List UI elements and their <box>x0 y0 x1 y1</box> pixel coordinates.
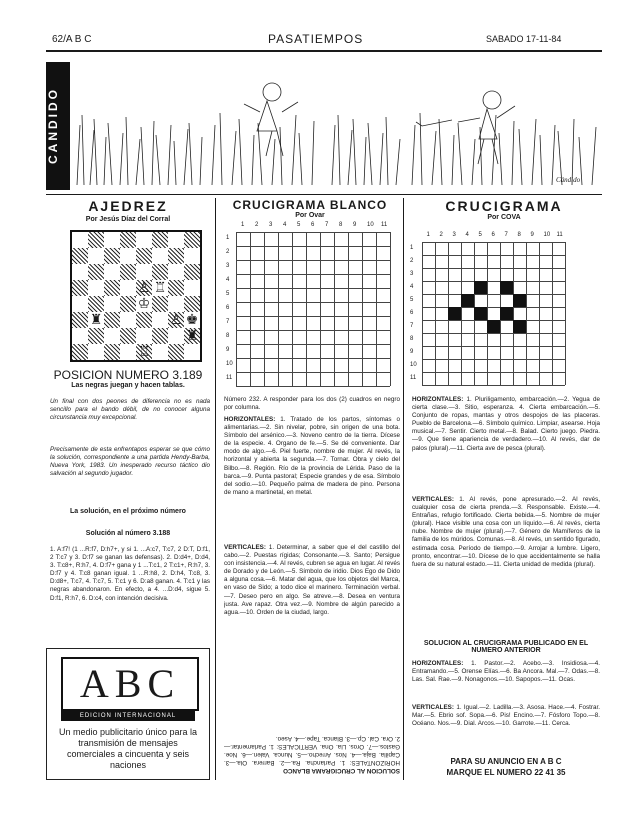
board-square <box>184 296 200 312</box>
grid-line <box>390 232 391 386</box>
board-square <box>168 296 184 312</box>
blank-crossword-grid <box>226 222 396 392</box>
board-square <box>136 248 152 264</box>
board-square <box>120 328 136 344</box>
row-number: 5 <box>410 296 414 303</box>
column-number: 4 <box>465 232 469 238</box>
white-rook-icon: ♖ <box>137 344 151 360</box>
grid-line <box>236 232 390 233</box>
column-number: 2 <box>439 232 443 238</box>
grid-line <box>236 302 390 303</box>
issue-date: SABADO 17-11-84 <box>486 34 562 44</box>
black-rook-icon: ♜ <box>89 312 103 328</box>
blank-verticales <box>224 544 400 652</box>
column-number: 9 <box>353 222 357 228</box>
grid-line <box>306 232 307 386</box>
board-square <box>152 312 168 328</box>
grid-line <box>422 268 565 269</box>
prev-solution-text: 1. A:f7! (1 ...R:f7, D:h7+, y si 1. ...A:c7, T:c7, 2 D:T, D:f1, 2 T:c7 y 3. D:f7 se ganan las defensas). 2. D:d4+, D:d4, 3. T:c8+, R:h7, 4. D:f7+ gana y 1 ...T:c1, 2 T:c1+, R:h7, 3. D:f7 y 4. T:c8 ganan igual. 1 ...R:h8, 2. D:h4, T:c8, 3. D:d8+, T:c7, 4. T:c7, 5. T:c1 y 6. D:a8 ganan. 4. T:c1 y las negras abandonaron. En efecto, a 4. ...D:d4, sigue 5. D:f1, R:h7, 6. D:c4, con intención decisiva. <box>50 546 210 602</box>
column-divider <box>403 198 404 780</box>
upside-down-solution <box>224 664 400 774</box>
grid-line <box>236 246 390 247</box>
white-rook-icon: ♖ <box>153 280 167 296</box>
board-square <box>184 248 200 264</box>
comic-signature: Cándido <box>556 176 581 184</box>
board-square <box>152 248 168 264</box>
crossword-title: CRUCIGRAMA <box>445 198 563 214</box>
comic-label: CANDIDO <box>46 62 70 190</box>
column-number: 3 <box>269 222 273 228</box>
row-number: 9 <box>410 348 414 355</box>
row-number: 1 <box>410 244 414 251</box>
board-square <box>72 280 88 296</box>
upside-down-title: SOLUCION AL CRUCIGRAMA BLANCO <box>283 767 400 774</box>
board-square <box>104 328 120 344</box>
crossword-verticales-head: VERTICALES: <box>412 496 454 503</box>
column-number: 11 <box>556 232 563 238</box>
column-number: 7 <box>504 232 508 238</box>
prev-solution-head: Solución al número 3.188 <box>85 530 171 537</box>
board-square <box>72 328 88 344</box>
board-square <box>120 344 136 360</box>
comic-strip <box>72 60 602 192</box>
chess-byline: Por Jesús Díaz del Corral <box>85 216 171 223</box>
grid-line <box>236 386 390 387</box>
board-square <box>72 248 88 264</box>
row-number: 7 <box>410 322 414 329</box>
grid-line <box>236 330 390 331</box>
board-square <box>152 296 168 312</box>
grid-line <box>422 346 565 347</box>
crossword-grid <box>410 232 600 392</box>
board-square <box>88 296 104 312</box>
grid-line <box>565 242 566 385</box>
grid-line <box>422 294 565 295</box>
white-king-icon: ♔ <box>137 296 151 312</box>
crossword-horizontales <box>412 396 600 492</box>
row-number: 10 <box>410 361 417 368</box>
board-square <box>168 232 184 248</box>
board-square <box>168 264 184 280</box>
black-rook-icon: ♜ <box>185 328 199 344</box>
problem-number: POSICION NUMERO 3.189 <box>53 368 203 382</box>
grid-line <box>422 372 565 373</box>
column-number: 11 <box>381 222 388 228</box>
grid-line <box>250 232 251 386</box>
board-square <box>184 344 200 360</box>
grid-line <box>422 242 565 243</box>
grid-line <box>422 255 565 256</box>
black-square <box>461 294 474 307</box>
column-number: 3 <box>452 232 456 238</box>
board-square <box>88 344 104 360</box>
column-number: 5 <box>478 232 482 238</box>
column-number: 1 <box>241 222 245 228</box>
board-square <box>136 264 152 280</box>
next-solution-note: La solución, en el próximo número <box>70 508 186 515</box>
upside-down-text: HORIZONTALES: 1. Parlancha. Ra.—2. Barrera. Ola.—3. Capilla. Baja.—4. Nos. Arrecho.—5. Nunca. Valen.—6. Noe. Gastos.—7. Oros. Lla. Ona. VERTICALES: 1. Parlamentar.—2. Ora. Cal. Cp.—3. Blanca. Tape.—4. Aseo. <box>224 734 400 766</box>
grid-line <box>461 242 462 385</box>
problem-instruction: Las negras juegan y hacen tablas. <box>71 382 185 389</box>
grid-line <box>292 232 293 386</box>
prev-horizontales-head: HORIZONTALES: <box>412 660 464 667</box>
grid-line <box>236 260 390 261</box>
column-number: 8 <box>517 232 521 238</box>
crossword-verticales <box>412 496 600 616</box>
row-number: 4 <box>410 283 414 290</box>
grid-line <box>320 232 321 386</box>
prev-verticales-head: VERTICALES: <box>412 704 454 711</box>
abc-ad-text: Un medio publicitario único para la transmisión de mensajes comerciales a cincuenta y seis naciones <box>58 727 198 770</box>
column-number: 1 <box>426 232 430 238</box>
column-number: 4 <box>283 222 287 228</box>
board-square <box>104 344 120 360</box>
section-title: PASATIEMPOS <box>268 32 364 46</box>
chess-title: AJEDREZ <box>88 198 168 214</box>
black-square <box>487 320 500 333</box>
board-square <box>120 232 136 248</box>
grid-line <box>552 242 553 385</box>
grid-line <box>278 232 279 386</box>
board-square <box>120 296 136 312</box>
black-king-icon: ♚ <box>185 312 199 328</box>
grid-line <box>236 358 390 359</box>
grid-line <box>362 232 363 386</box>
white-pawn-icon: ♙ <box>169 312 183 328</box>
row-number: 1 <box>226 235 230 241</box>
row-number: 6 <box>410 309 414 316</box>
grid-line <box>487 242 488 385</box>
prev-verticales-text: 1. Igual.—2. Ladilla.—3. Asosa. Hace.—4. Fostrar. Mar.—5. Ebrio sof. Sopa.—6. Pis! Encino.—7. Fósforo Topo.—8. Océano. Nos.—9. Dial. Arcos.—10. Garrote.—11. Cerca. <box>412 704 600 728</box>
blank-crossword-title: CRUCIGRAMA BLANCO <box>232 198 388 212</box>
chess-detail: Precisamente de esta enfrentapos esperar se que cómo la solución, correspondiente a una partida Hendy-Barba, Nueva York, 1983. Un inesperado recurso táctico dio salvación al segundo jugador. <box>50 446 210 478</box>
blank-horizontales-text: 1. Tratado de los partos, síntomas o alimentarias.—2. Sin nivelar, pobre, sin origen de una bota. Símbolo del arsénico.—3. Noveno centro de la tierra. Dícese de la especie. 4. Organo de fe.—5. Se dé conveniente. Dar modo de algo.—6. Piel fuerte, nombre de mujer. Al revés, la horizontal y abierta la segunda.—7. Tornar. Obra y cielo del Bilbo.—8. Región. Río de la provincia de Lérida. Paso de la barca.—9. Punta pastoral; Especie grandes y de esa. Símbolo del sodio.—10. Pequeño palma de madera de pino. Persona de mano a martinetal, en metal. <box>224 416 400 496</box>
board-square <box>88 280 104 296</box>
row-number: 8 <box>226 333 230 339</box>
column-number: 10 <box>367 222 374 228</box>
blank-crossword-byline: Por Ovar <box>295 212 325 219</box>
row-number: 11 <box>226 375 233 381</box>
black-square <box>513 320 526 333</box>
crossword-verticales-text: 1. Al revés, pone apresurado.—2. Al revés, cualquier cosa de cierta prenda.—3. Responsable. Existe.—4. Entrañas, refugio fortificado. Cierta bebida.—5. Nombre de mujer (plural). Hace visible una cosa con un líquido.—6. Al revés, cierta nube. Nombre de mujer (plural).—7. Género de Mamíferos de la familia de los múridos. Comunas.—8. Al revés, un sentido figurado, estimada cosa. Período de tiempo.—9. Arrojar a lumbre. Ligero, pronto, encontrar.—10. Dícese de lo que accidentalmente se halla fuera de su natural estado.—11. Cierta unidad de medida (plural). <box>412 496 600 568</box>
board-square <box>152 328 168 344</box>
board-square <box>104 280 120 296</box>
phone-ad-line1: PARA SU ANUNCIO EN A B C <box>450 757 562 766</box>
chess-board <box>70 230 202 362</box>
grid-line <box>334 232 335 386</box>
grid-line <box>236 274 390 275</box>
board-square <box>136 328 152 344</box>
black-square <box>500 281 513 294</box>
prev-crossword-horizontales <box>412 660 600 700</box>
board-square <box>104 232 120 248</box>
grid-line <box>348 232 349 386</box>
row-number: 9 <box>226 347 230 353</box>
prev-crossword-solution-title: SOLUCION AL CRUCIGRAMA PUBLICADO EN EL NUMERO ANTERIOR <box>423 640 589 654</box>
blank-verticales-text: 1. Determinar, a saber que el del castillo del cabo.—2. Puestas rígidas; Consonante.—3. Santo; Persigue con insistencia.—4. Al revés, cubren se agua en lugar. Al revés de Dorado y de León.—5. Símbolo de iridio. Dios Ego de Dido a alguna cosa.—6. Matar del agua, que los objetos del Marca, en vaso de Sido; a todo dice el marinero. Terminación verbal.—7. Deseo pero en algo. Se atreve.—8. Desea en ventura justa. Ave rapaz. Otra vez.—9. Nombre de algún parecido a agua.—10. Orden de la ciudad, largo. <box>224 544 400 616</box>
board-square <box>104 296 120 312</box>
grid-line <box>422 281 565 282</box>
board-square <box>120 312 136 328</box>
board-square <box>88 328 104 344</box>
column-number: 10 <box>543 232 551 238</box>
board-square <box>72 264 88 280</box>
board-square <box>168 344 184 360</box>
row-number: 7 <box>226 319 230 325</box>
board-square <box>168 328 184 344</box>
phone-advertisement <box>410 756 602 778</box>
crossword-horizontales-head: HORIZONTALES: <box>412 396 464 403</box>
black-square <box>448 307 461 320</box>
blank-horizontales-head: HORIZONTALES: <box>224 416 276 423</box>
grid-line <box>422 307 565 308</box>
grid-line <box>236 372 390 373</box>
grid-line <box>236 288 390 289</box>
abc-edition: EDICION INTERNACIONAL <box>61 711 195 721</box>
column-number: 6 <box>311 222 315 228</box>
board-square <box>72 296 88 312</box>
column-divider <box>215 198 216 780</box>
board-square <box>88 264 104 280</box>
phone-ad-line2: MARQUE EL NUMERO 22 41 35 <box>446 768 566 777</box>
row-number: 6 <box>226 305 230 311</box>
grid-line <box>526 242 527 385</box>
row-number: 8 <box>410 335 414 342</box>
grid-line <box>236 344 390 345</box>
board-square <box>104 248 120 264</box>
page-number: 62/A B C <box>52 34 92 45</box>
crossword-horizontales-text: 1. Pluriligamento, embarcación.—2. Yegua de cierta clase.—3. Sitio, esperanza. 4. Cierta embarcación.—5. Conjunto de ropas, mantas y otros despojos de las placeras. Pueblo de Barcelona.—6. Símbolo químico. Limpiar, asearse. Hoja musical.—7. Sentir. Cierto metal.—8. Balad. Cierto juego. Piedra.—9. Que tiene apariencia de verdadero.—10. Al revés, dar de palos (plural).—11. Cierta ave de pesca (plural). <box>412 396 600 452</box>
row-number: 3 <box>226 263 230 269</box>
board-square <box>104 264 120 280</box>
grid-line <box>236 232 237 386</box>
column-number: 6 <box>491 232 495 238</box>
comic-rule <box>46 194 602 195</box>
row-number: 5 <box>226 291 230 297</box>
board-square <box>152 344 168 360</box>
header-rule <box>46 50 602 52</box>
grid-line <box>422 242 423 385</box>
board-square <box>168 248 184 264</box>
board-square <box>88 232 104 248</box>
black-square <box>513 294 526 307</box>
column-number: 5 <box>297 222 301 228</box>
grid-line <box>435 242 436 385</box>
column-number: 7 <box>325 222 329 228</box>
column-number: 8 <box>339 222 343 228</box>
blank-verticales-head: VERTICALES: <box>224 544 266 551</box>
grid-line <box>236 316 390 317</box>
grid-line <box>376 232 377 386</box>
board-square <box>184 280 200 296</box>
black-square <box>474 307 487 320</box>
board-square <box>72 312 88 328</box>
board-square <box>184 232 200 248</box>
black-square <box>474 281 487 294</box>
white-pawn-icon: ♙ <box>137 280 151 296</box>
blank-crossword-intro: Número 232. A responder para los dos (2) cuadros en negro por columna. <box>224 396 400 412</box>
prev-horizontales-text: 1. Pastor.—2. Acebo.—3. Insidiosa.—4. Entramando.—5. Orense Elías.—6. Ba Ancora. Mal.—7. Odas.—8. Las. Sal. Rae.—9. Nonagonos.—10. Sapopos.—11. Ocas. <box>412 660 600 684</box>
board-square <box>120 248 136 264</box>
board-square <box>152 232 168 248</box>
crossword-byline: Por COVA <box>487 214 521 221</box>
column-number: 9 <box>530 232 534 238</box>
board-square <box>72 344 88 360</box>
grid-line <box>513 242 514 385</box>
prev-crossword-verticales <box>412 704 600 744</box>
row-number: 4 <box>226 277 230 283</box>
grid-line <box>422 385 565 386</box>
board-square <box>72 232 88 248</box>
abc-logo: ABC <box>61 657 199 711</box>
board-square <box>120 280 136 296</box>
blank-horizontales <box>224 416 400 540</box>
column-number: 2 <box>255 222 259 228</box>
black-square <box>500 307 513 320</box>
grid-line <box>539 242 540 385</box>
abc-advertisement <box>46 648 210 780</box>
board-square <box>88 248 104 264</box>
row-number: 11 <box>410 374 417 381</box>
row-number: 2 <box>410 257 414 264</box>
grid-line <box>422 333 565 334</box>
board-square <box>104 312 120 328</box>
board-square <box>184 264 200 280</box>
board-square <box>152 264 168 280</box>
board-square <box>120 264 136 280</box>
row-number: 3 <box>410 270 414 277</box>
board-square <box>136 312 152 328</box>
grid-line <box>422 359 565 360</box>
board-square <box>168 280 184 296</box>
row-number: 2 <box>226 249 230 255</box>
board-square <box>136 232 152 248</box>
chess-intro: Un final con dos peones de diferencia no es nada sencillo para el bando débil, de no conocer alguna circunstancia muy excepcional. <box>50 398 210 422</box>
grid-line <box>264 232 265 386</box>
row-number: 10 <box>226 361 233 367</box>
